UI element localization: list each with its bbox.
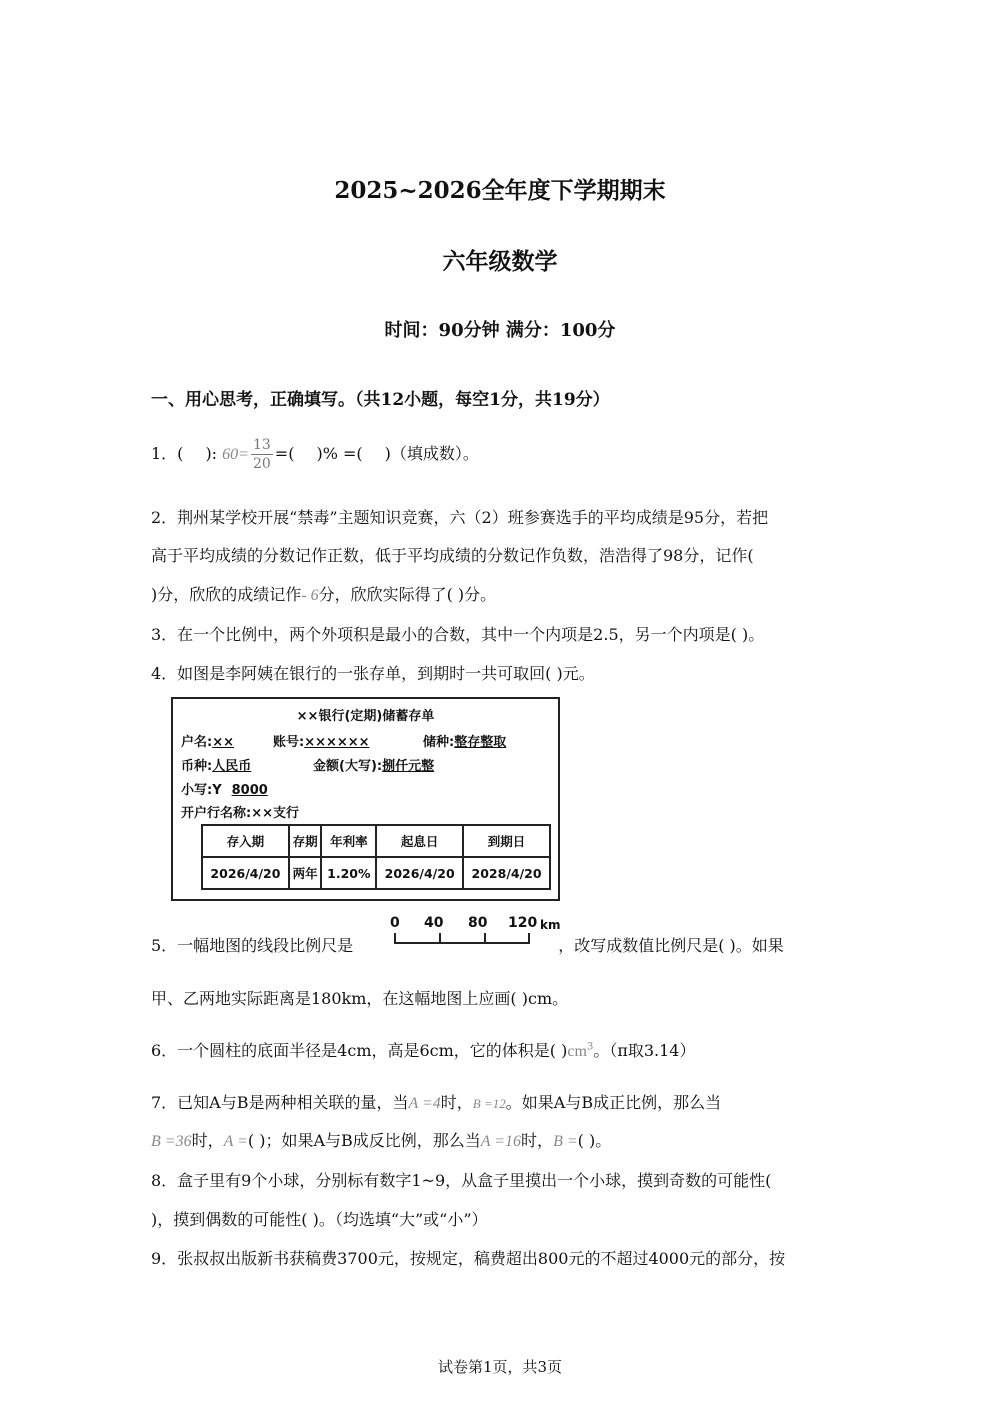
slip-value-cell: 2028/4/20 xyxy=(463,857,550,889)
slip-type-value: 整存整取 xyxy=(454,735,507,750)
q7-text-e: ( )；如果A与B成反比例，那么当 xyxy=(247,1131,481,1150)
question-2-line3 xyxy=(151,582,496,605)
q7-text-f: 时， xyxy=(521,1131,554,1150)
q1-sixty: 60 xyxy=(222,446,239,463)
section-heading: 一、用心思考，正确填写。（共12小题，每空1分，共19分） xyxy=(151,390,610,410)
slip-account-label: 账号: xyxy=(273,735,305,750)
q6-tail: 。（π取3.14） xyxy=(593,1041,696,1060)
slip-amount-cn-row xyxy=(313,755,434,774)
question-8-line1: 8．盒子里有9个小球，分别标有数字1~9，从盒子里摸出一个小球，摸到奇数的可能性( xyxy=(151,1171,772,1190)
q5-text-a: 5．一幅地图的线段比例尺是 xyxy=(151,936,354,955)
scale-tick xyxy=(394,933,396,943)
slip-value-cell: 2026/4/20 xyxy=(376,857,463,889)
slip-currency-row xyxy=(181,755,251,774)
question-3: 3．在一个比例中，两个外项积是最小的合数，其中一个内项是2.5，另一个内项是( )。 xyxy=(151,625,765,644)
question-9: 9．张叔叔出版新书获稿费3700元，按规定，稿费超出800元的不超过4000元的部分，按 xyxy=(151,1249,786,1268)
exam-subject: 六年级数学 xyxy=(442,248,558,275)
scale-label: 0 xyxy=(390,915,400,931)
slip-title: ××银行(定期)储蓄存单 xyxy=(296,709,435,724)
slip-header-cell: 存入期 xyxy=(202,825,289,857)
slip-header-cell: 存期 xyxy=(289,825,322,857)
scale-line xyxy=(394,942,530,944)
slip-value-cell: 2026/4/20 xyxy=(202,857,289,889)
scale-bar xyxy=(388,915,568,951)
slip-value-cell: 两年 xyxy=(289,857,322,889)
scale-label: 80 xyxy=(468,915,488,931)
q7-text-b: 时， xyxy=(440,1093,473,1112)
question-8-line2: )，摸到偶数的可能性( )。（均选填“大”或“小”） xyxy=(151,1210,488,1229)
q1-pct: )% =( xyxy=(316,444,363,463)
q7-text-d: 时， xyxy=(191,1131,224,1150)
slip-type-row xyxy=(423,731,506,750)
q6-unit: cm xyxy=(567,1043,587,1060)
slip-amount-cn-label: 金额(大写): xyxy=(313,759,383,774)
slip-table xyxy=(201,824,551,890)
q1-denominator: 20 xyxy=(252,456,271,472)
q7-a4: A =4 xyxy=(408,1095,441,1112)
slip-name-label: 户名: xyxy=(181,735,213,750)
slip-amount-cn-value: 捌仟元整 xyxy=(382,759,435,774)
slip-table-header xyxy=(202,825,550,857)
slip-value-cell: 1.20% xyxy=(321,857,376,889)
slip-header-cell: 到期日 xyxy=(463,825,550,857)
q1-numerator: 13 xyxy=(252,437,271,453)
q7-text-g: ( )。 xyxy=(577,1131,612,1150)
slip-table-row xyxy=(202,857,550,889)
scale-tick xyxy=(528,933,530,943)
q7-text-c: 。如果A与B成正比例，那么当 xyxy=(505,1093,722,1112)
question-1 xyxy=(151,436,479,473)
exam-info: 时间：90分钟 满分：100分 xyxy=(384,320,616,341)
q7-beq: B = xyxy=(553,1133,578,1150)
q6-unit-sup: 3 xyxy=(586,1041,594,1053)
question-2-line2: 高于平均成绩的分数记作正数，低于平均成绩的分数记作负数，浩浩得了98分，记作( xyxy=(151,546,754,565)
exam-title: 2025~2026全年度下学期期末 xyxy=(334,177,666,204)
slip-account-row xyxy=(273,731,370,750)
q1-prefix: 1．( xyxy=(151,444,184,463)
slip-name-value: ×× xyxy=(212,735,234,750)
question-5-line2: 甲、乙两地实际距离是180km，在这幅地图上应画( )cm。 xyxy=(151,989,569,1008)
slip-branch: 开户行名称:××支行 xyxy=(181,806,299,821)
slip-amount-label: 小写:Y xyxy=(181,783,222,798)
question-7-line1 xyxy=(151,1090,721,1113)
q7-a16: A =16 xyxy=(480,1133,522,1150)
q2-negative: - 6 xyxy=(301,587,319,604)
slip-header-cell: 起息日 xyxy=(376,825,463,857)
q7-aeq: A = xyxy=(223,1133,248,1150)
q1-suffix: )（填成数）。 xyxy=(384,444,479,463)
slip-header-cell: 年利率 xyxy=(321,825,376,857)
q6-text: 6．一个圆柱的底面半径是4cm，高是6cm，它的体积是( ) xyxy=(151,1041,568,1060)
page-footer: 试卷第1页，共3页 xyxy=(437,1358,563,1376)
q1-fraction xyxy=(251,436,273,473)
slip-currency-value: 人民币 xyxy=(212,759,252,774)
q7-b36: B =36 xyxy=(151,1133,192,1150)
question-2-line1: 2．荆州某学校开展“禁毒”主题知识竞赛，六（2）班参赛选手的平均成绩是95分，若把 xyxy=(151,508,769,527)
deposit-slip xyxy=(171,697,560,901)
slip-account-value: ×××××× xyxy=(304,735,370,750)
question-6 xyxy=(151,1038,695,1061)
q7-b12: B =12 xyxy=(472,1096,506,1111)
slip-amount-row xyxy=(181,779,278,798)
scale-tick xyxy=(439,933,441,943)
q2-text-a: )分，欣欣的成绩记作 xyxy=(151,585,302,604)
question-4: 4．如图是李阿姨在银行的一张存单，到期时一共可取回( )元。 xyxy=(151,664,595,683)
scale-label: 120 xyxy=(508,915,538,931)
q1-eq: = xyxy=(238,446,249,463)
q1-colon: ): xyxy=(205,444,218,463)
slip-type-label: 储种: xyxy=(423,735,455,750)
q2-text-b: 分，欣欣实际得了( )分。 xyxy=(318,585,497,604)
scale-unit: km xyxy=(540,918,561,932)
q7-text-a: 7．已知A与B是两种相关联的量，当 xyxy=(151,1093,409,1112)
slip-name-row xyxy=(181,731,234,750)
question-7-line2 xyxy=(151,1128,611,1151)
q1-eq2: =( xyxy=(274,444,295,463)
slip-amount-value: 8000 xyxy=(231,783,268,798)
scale-label: 40 xyxy=(424,915,444,931)
scale-tick xyxy=(484,933,486,943)
slip-currency-label: 币种: xyxy=(181,759,213,774)
q5-text-b: ，改写成数值比例尺是( )。如果 xyxy=(558,936,784,955)
